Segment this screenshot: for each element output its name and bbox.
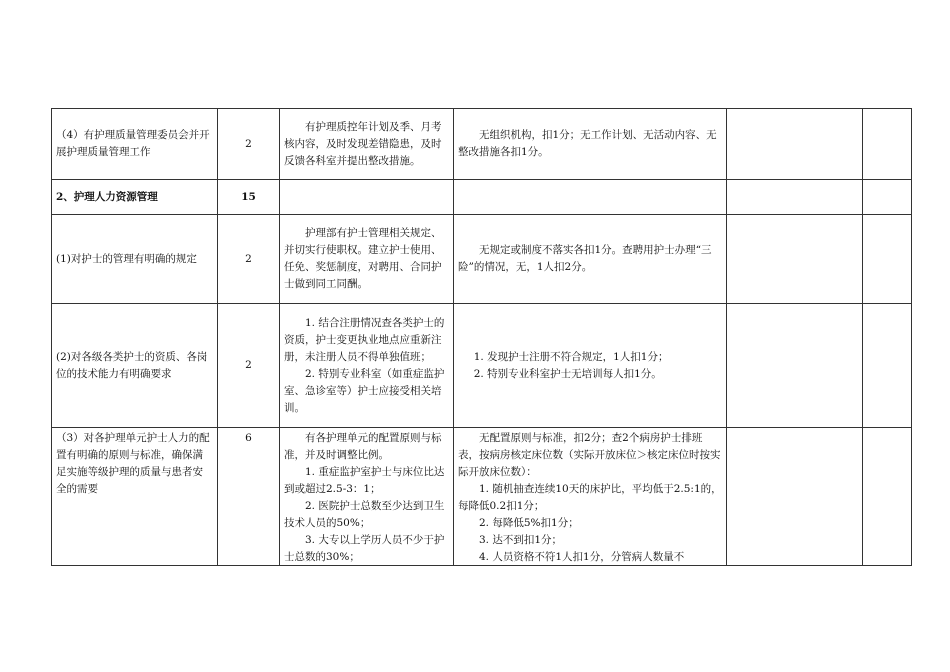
item-cell bbox=[52, 215, 218, 304]
standard-cell bbox=[280, 215, 454, 304]
item-text: (2)对各级各类护士的资质、各岗位的技术能力有明确要求 bbox=[56, 350, 208, 380]
table-row bbox=[52, 428, 912, 566]
score-value: 2 bbox=[245, 137, 252, 150]
deduction-text: 无配置原则与标准，扣2分；查2个病房护士排班表，按病房核定床位数（实际开放床位＞核定床位时按实际开放床位数）： bbox=[458, 432, 721, 478]
item-text: （3）对各护理单元护士人力的配置有明确的原则与标准，确保满足实施等级护理的质量与患者安全的需要 bbox=[56, 432, 210, 495]
section-row bbox=[52, 180, 912, 215]
deduction-text: 无规定或制度不落实各扣1分。查聘用护士办理“三险”的情况，无，1人扣2分。 bbox=[458, 244, 712, 273]
deduction-cell bbox=[454, 428, 727, 566]
standard-text: 3. 大专以上学历人员不少于护士总数的30%； bbox=[284, 534, 445, 563]
result-cell bbox=[727, 180, 863, 215]
score-value: 2 bbox=[245, 359, 252, 371]
table-row bbox=[52, 215, 912, 304]
table-row bbox=[52, 304, 912, 428]
result-cell bbox=[727, 428, 863, 566]
standard-text: 1. 结合注册情况查各类护士的资质，护士变更执业地点应重新注册，未注册人员不得单独值班； bbox=[284, 316, 445, 363]
standard-cell bbox=[280, 109, 454, 180]
deduction-cell bbox=[454, 109, 727, 180]
deduction-text: 2. 特别专业科室护士无培训每人扣1分。 bbox=[473, 367, 662, 380]
deduction-text: 2. 每降低5%扣1分； bbox=[479, 517, 579, 529]
item-text: （4）有护理质量管理委员会并开展护理质量管理工作 bbox=[56, 129, 210, 158]
remark-cell bbox=[863, 304, 912, 428]
standard-cell bbox=[280, 428, 454, 566]
deduction-cell bbox=[454, 304, 727, 428]
item-cell bbox=[52, 304, 218, 428]
deduction-cell bbox=[454, 215, 727, 304]
result-cell bbox=[727, 109, 863, 180]
deduction-cell bbox=[454, 180, 727, 215]
remark-cell bbox=[863, 428, 912, 566]
deduction-text: 无组织机构，扣1分；无工作计划、无活动内容、无整改措施各扣1分。 bbox=[458, 129, 717, 158]
score-value: 6 bbox=[245, 432, 252, 444]
score-value: 15 bbox=[241, 190, 256, 203]
deduction-text: 1. 发现护士注册不符合规定，1人扣1分； bbox=[473, 350, 669, 363]
score-cell bbox=[218, 304, 280, 428]
evaluation-table bbox=[51, 108, 912, 566]
standard-text: 2. 医院护士总数至少达到卫生技术人员的50%； bbox=[284, 500, 445, 529]
deduction-text: 4. 人员资格不符1人扣1分，分管病人数量不 bbox=[479, 551, 685, 563]
score-cell bbox=[218, 180, 280, 215]
standard-cell bbox=[280, 180, 454, 215]
standard-text: 护理部有护士管理相关规定、并切实行使职权。建立护士使用、任免、奖惩制度，对聘用、合同护士做到同工同酬。 bbox=[284, 227, 442, 290]
item-cell bbox=[52, 109, 218, 180]
deduction-text: 1. 随机抽查连续10天的床护比，平均低于2.5:1的，每降低0.2扣1分； bbox=[458, 483, 722, 512]
table-row bbox=[52, 109, 912, 180]
deduction-text: 3. 达不到扣1分； bbox=[479, 534, 563, 546]
remark-cell bbox=[863, 180, 912, 215]
score-cell bbox=[218, 109, 280, 180]
standard-cell bbox=[280, 304, 454, 428]
score-cell bbox=[218, 215, 280, 304]
item-text: (1)对护士的管理有明确的规定 bbox=[56, 252, 197, 265]
standard-text: 1. 重症监护室护士与床位比达到或超过2.5-3：1； bbox=[284, 466, 445, 495]
result-cell bbox=[727, 304, 863, 428]
result-cell bbox=[727, 215, 863, 304]
remark-cell bbox=[863, 215, 912, 304]
score-value: 2 bbox=[245, 252, 252, 265]
section-title: 2、护理人力资源管理 bbox=[56, 190, 158, 203]
score-cell bbox=[218, 428, 280, 566]
item-cell bbox=[52, 428, 218, 566]
section-title-cell bbox=[52, 180, 218, 215]
remark-cell bbox=[863, 109, 912, 180]
standard-text: 有各护理单元的配置原则与标准，并及时调整比例。 bbox=[284, 432, 442, 461]
standard-text: 有护理质控年计划及季、月考核内容，及时发现差错隐患，及时反馈各科室并提出整改措施。 bbox=[284, 120, 442, 167]
standard-text: 2. 特别专业科室（如重症监护室、急诊室等）护士应接受相关培训。 bbox=[284, 367, 445, 414]
